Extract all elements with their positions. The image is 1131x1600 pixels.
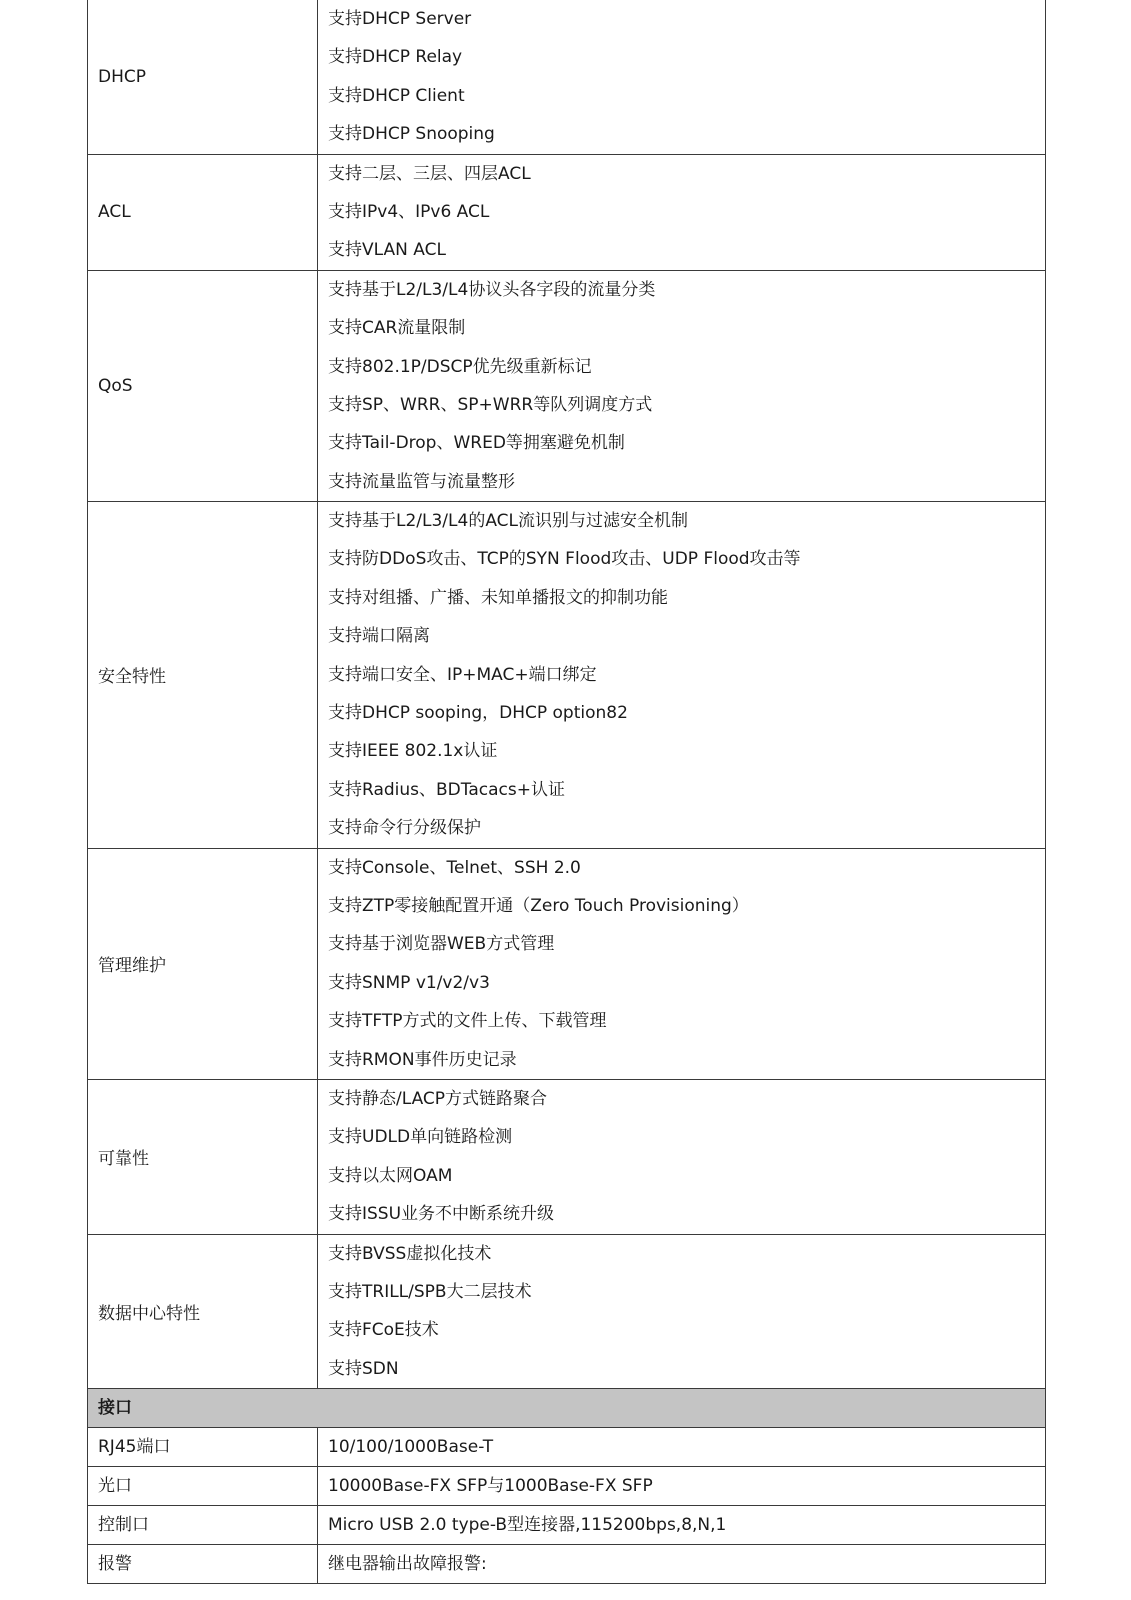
feature-items <box>318 1234 1046 1389</box>
interface-value: 10/100/1000Base-T <box>318 1428 1046 1467</box>
feature-item: 支持静态/LACP方式链路聚合 <box>328 1088 548 1109</box>
interface-label: 光口 <box>88 1467 318 1506</box>
feature-label: 管理维护 <box>88 848 318 1079</box>
feature-item: 支持端口安全、IP+MAC+端口绑定 <box>328 664 597 685</box>
feature-items <box>318 1079 1046 1234</box>
feature-items <box>318 270 1046 501</box>
feature-item: 支持TFTP方式的文件上传、下载管理 <box>328 1011 607 1032</box>
feature-item: 支持UDLD单向链路检测 <box>328 1127 513 1148</box>
feature-label: QoS <box>88 270 318 501</box>
feature-item: 支持流量监管与流量整形 <box>328 471 515 492</box>
section-title: 接口 <box>88 1389 1046 1428</box>
feature-item: 支持ZTP零接触配置开通（Zero Touch Provisioning） <box>328 895 749 916</box>
feature-item: 支持DHCP Client <box>328 85 465 106</box>
interface-value: 继电器输出故障报警: <box>318 1545 1046 1584</box>
feature-item: 支持SNMP v1/v2/v3 <box>328 972 490 993</box>
interface-label: 控制口 <box>88 1506 318 1545</box>
feature-item: 支持DHCP Server <box>328 9 472 29</box>
feature-items <box>318 502 1046 849</box>
feature-item: 支持命令行分级保护 <box>328 818 481 839</box>
interface-row <box>88 1428 1046 1467</box>
spec-group-row <box>88 270 1046 501</box>
feature-items <box>318 0 1046 154</box>
feature-item: 支持Console、Telnet、SSH 2.0 <box>328 857 581 878</box>
feature-item: 支持DHCP Snooping <box>328 124 495 145</box>
spec-group-row <box>88 1234 1046 1389</box>
feature-label: 可靠性 <box>88 1079 318 1234</box>
feature-item: 支持SP、WRR、SP+WRR等队列调度方式 <box>328 394 653 415</box>
spec-group-row <box>88 0 1046 154</box>
feature-label: 数据中心特性 <box>88 1234 318 1389</box>
interface-row <box>88 1506 1046 1545</box>
spec-group-row <box>88 848 1046 1079</box>
section-header-row <box>88 1389 1046 1428</box>
feature-item: 支持TRILL/SPB大二层技术 <box>328 1281 532 1302</box>
interface-value: 10000Base-FX SFP与1000Base-FX SFP <box>318 1467 1046 1506</box>
spec-table-body <box>88 0 1046 1584</box>
feature-item: 支持DHCP Relay <box>328 47 463 68</box>
feature-label: DHCP <box>88 0 318 154</box>
spec-table <box>87 0 1046 1584</box>
spec-group-row <box>88 1079 1046 1234</box>
feature-item: 支持ISSU业务不中断系统升级 <box>328 1204 555 1225</box>
feature-item: 支持DHCP sooping，DHCP option82 <box>328 703 628 724</box>
interface-value: Micro USB 2.0 type-B型连接器,115200bps,8,N,1 <box>318 1506 1046 1545</box>
feature-item: 支持VLAN ACL <box>328 240 446 261</box>
feature-label: 安全特性 <box>88 502 318 849</box>
feature-item: 支持二层、三层、四层ACL <box>328 163 531 184</box>
feature-item: 支持以太网OAM <box>328 1165 453 1186</box>
feature-item: 支持Tail-Drop、WRED等拥塞避免机制 <box>328 433 625 454</box>
feature-items <box>318 154 1046 270</box>
spec-group-row <box>88 154 1046 270</box>
feature-item: 支持CAR流量限制 <box>328 318 466 339</box>
feature-item: 支持RMON事件历史记录 <box>328 1049 517 1070</box>
feature-item: 支持Radius、BDTacacs+认证 <box>328 779 565 800</box>
feature-item: 支持防DDoS攻击、TCP的SYN Flood攻击、UDP Flood攻击等 <box>328 549 801 570</box>
feature-item: 支持802.1P/DSCP优先级重新标记 <box>328 356 592 377</box>
interface-row <box>88 1545 1046 1584</box>
feature-item: 支持IPv4、IPv6 ACL <box>328 201 490 222</box>
feature-item: 支持基于L2/L3/L4的ACL流识别与过滤安全机制 <box>328 511 688 532</box>
interface-row <box>88 1467 1046 1506</box>
feature-items <box>318 848 1046 1079</box>
feature-item: 支持IEEE 802.1x认证 <box>328 741 498 762</box>
feature-item: 支持BVSS虚拟化技术 <box>328 1243 492 1264</box>
spec-group-row <box>88 502 1046 849</box>
interface-label: 报警 <box>88 1545 318 1584</box>
feature-item: 支持SDN <box>328 1358 399 1379</box>
interface-label: RJ45端口 <box>88 1428 318 1467</box>
feature-item: 支持对组播、广播、未知单播报文的抑制功能 <box>328 587 668 608</box>
feature-item: 支持基于L2/L3/L4协议头各字段的流量分类 <box>328 279 656 300</box>
feature-item: 支持基于浏览器WEB方式管理 <box>328 934 555 955</box>
feature-item: 支持FCoE技术 <box>328 1320 439 1341</box>
feature-label: ACL <box>88 154 318 270</box>
feature-item: 支持端口隔离 <box>328 626 430 647</box>
